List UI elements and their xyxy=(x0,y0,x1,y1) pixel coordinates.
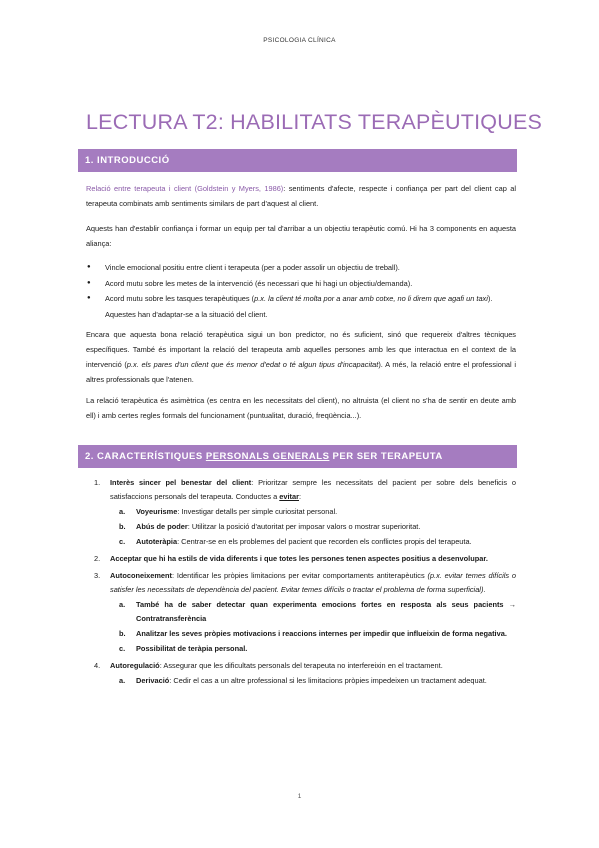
sub-title: Autoteràpia xyxy=(136,537,178,546)
section-1-heading: 1. INTRODUCCIÓ xyxy=(78,149,517,172)
sub-letter: b. xyxy=(119,629,126,638)
item-title: Autoregulació xyxy=(110,661,160,670)
page-number: 1 xyxy=(297,793,302,800)
page-header: PSICOLOGIA CLÍNICA xyxy=(263,37,336,44)
intro-paragraph-2: Aquests han d'establir confiança i formar un equip per tal d'arribar a un objectiu terapèutic comú. Hi ha 3 components en aquesta aliança: xyxy=(86,224,516,248)
page-title: LECTURA T2: HABILITATS TERAPÈUTIQUES xyxy=(86,110,543,134)
section-2-heading xyxy=(78,445,517,468)
bullet-example: p.x. la client té molta por a anar amb cotxe, no li direm que agafi un taxi xyxy=(254,294,488,303)
list-item xyxy=(86,569,516,656)
therapist-characteristics-list xyxy=(86,476,516,691)
sub-item xyxy=(110,598,516,626)
item-title: Interès sincer pel benestar del client xyxy=(110,478,252,487)
sub-item xyxy=(110,535,516,549)
list-item xyxy=(86,659,516,688)
item-number: 2. xyxy=(94,554,101,563)
list-item xyxy=(86,476,516,549)
sub-letter: c. xyxy=(119,537,126,546)
sub-text: : Investigar detalls per simple curiositat personal. xyxy=(177,507,338,516)
sub-title: Analitzar les seves pròpies motivacions i reaccions internes per impedir que influeixin de forma negativa. xyxy=(136,629,507,638)
sub-item xyxy=(110,674,516,688)
list-item xyxy=(86,276,516,292)
alliance-components-list xyxy=(86,260,516,322)
item-text: : Assegurar que les dificultats personals del terapeuta no interfereixin en el tractament. xyxy=(159,661,443,670)
paragraph-example: p.x. els pares d'un client que és menor d'edat o té algun tipus d'incapacitat xyxy=(126,360,379,369)
sub-title: Abús de poder xyxy=(136,522,188,531)
heading-underlined: PERSONALS GENERALS xyxy=(205,451,330,462)
paragraph-text: Encara que aquesta bona relació terapèutica sigui un bon predictor, no és suficient, sinó que requereix d'altres tècniques específiques. També és important la relació del terapeuta amb aquelles persones amb les que interactua en el context de la intervenció ( xyxy=(86,330,516,369)
sub-letter: a. xyxy=(119,600,126,609)
list-item xyxy=(86,260,516,276)
sub-title: Voyeurisme xyxy=(136,507,178,516)
relation-definition-text: : sentiments d'afecte, respecte i confiança per part del client cap al terapeuta combinats amb sentiments similars de part d'aquest al client. xyxy=(86,184,517,208)
intro-paragraph-4: La relació terapèutica és asimètrica (es centra en les necessitats del client), no altruista (el client no s'ha de sentir en deute amb ell) i amb certes regles formals del funcionament (puntualitat, duració, freqüència...). xyxy=(86,396,516,420)
sub-title: Derivació xyxy=(136,676,170,685)
sub-list xyxy=(110,505,516,549)
list-item xyxy=(86,291,516,322)
sub-text: : Centrar-se en els problemes del pacient que recorden els conflictes propis del terapeuta. xyxy=(177,537,472,546)
item-tail: . xyxy=(483,585,486,594)
bullet-text: Acord mutu sobre les metes de la intervenció (és necessari que hi hagi un objectiu/demanda). xyxy=(105,278,413,288)
heading-text: 2. CARACTERÍSTIQUES xyxy=(85,451,206,462)
sub-text: : Cedir el cas a un altre professional si les limitacions pròpies impedeixen un tractament adequat. xyxy=(169,676,487,685)
list-item xyxy=(86,552,516,566)
sub-letter: c. xyxy=(119,644,126,653)
paragraph-text-end: ). A més, la relació entre el professional i altres professionals que l'atenen. xyxy=(86,360,517,384)
sub-list xyxy=(110,674,516,688)
item-number: 1. xyxy=(94,478,101,487)
item-text: : Identificar les pròpies limitacions per evitar comportaments antiterapèutics xyxy=(172,571,425,580)
bullet-text: Acord mutu sobre les tasques terapèutiques ( xyxy=(105,294,255,303)
bullet-text: Vincle emocional positiu entre client i terapeuta (per a poder assolir un objectiu de treball). xyxy=(105,263,400,272)
sub-list xyxy=(110,598,516,656)
intro-paragraph-1 xyxy=(86,181,516,211)
item-emphasis: evitar xyxy=(279,492,299,501)
intro-paragraph-3 xyxy=(86,327,516,387)
relation-definition-source: Relació entre terapeuta i client (Goldstein y Myers, 1986) xyxy=(86,184,284,193)
sub-title: També ha de saber detectar quan experimenta emocions fortes en resposta als seus pacients → Contratransferència xyxy=(136,600,516,623)
sub-item xyxy=(110,642,516,656)
item-number: 4. xyxy=(94,661,101,670)
item-title: Acceptar que hi ha estils de vida diferents i que totes les persones tenen aspectes positius a desenvolupar. xyxy=(110,554,488,563)
sub-letter: a. xyxy=(119,507,126,516)
item-tail: : xyxy=(299,492,302,501)
sub-item xyxy=(110,505,516,519)
item-text: : Prioritzar sempre les necessitats del pacient per sobre dels beneficis o satisfaccions personals del terapeuta. Conductes a xyxy=(110,478,516,501)
sub-text: : Utilitzar la posició d'autoritat per imposar valors o mostrar superioritat. xyxy=(187,522,421,531)
sub-item xyxy=(110,520,516,534)
sub-title: Possibilitat de teràpia personal. xyxy=(136,644,248,653)
sub-letter: a. xyxy=(119,676,126,685)
item-number: 3. xyxy=(94,571,101,580)
bullet-text-end: ). Aquestes han d'adaptar-se a la situació del client. xyxy=(105,294,493,319)
heading-text-end: PER SER TERAPEUTA xyxy=(329,451,443,462)
item-example: (p.x. evitar temes difícils o satisfer les necessitats de dependència del pacient. Evitar temes difícils o tractar el problema de forma superficial) xyxy=(110,571,516,594)
sub-item xyxy=(110,627,516,641)
sub-letter: b. xyxy=(119,522,126,531)
item-title: Autoconeixement xyxy=(110,571,173,580)
